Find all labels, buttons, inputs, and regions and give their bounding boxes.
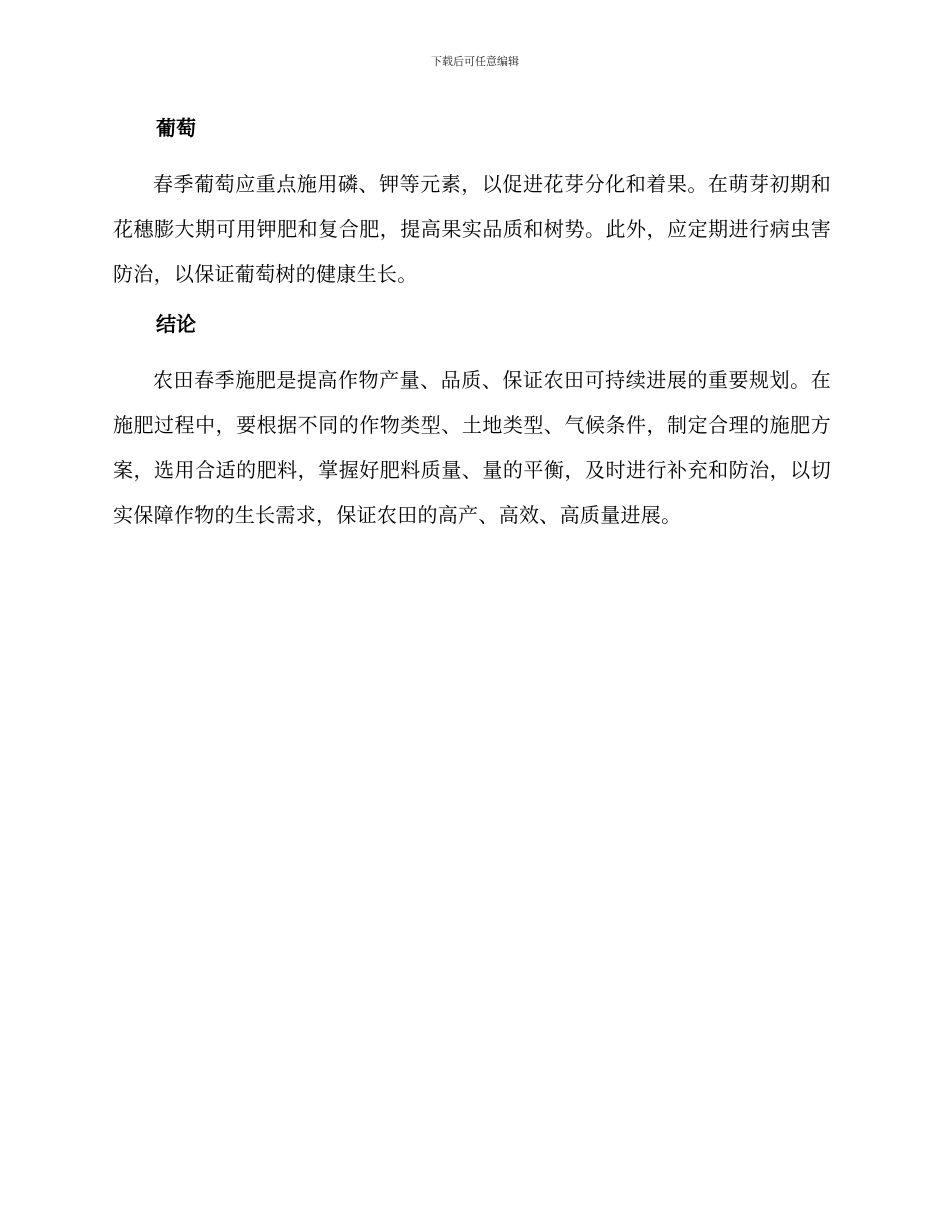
document-body (113, 112, 831, 538)
section-paragraph: 农田春季施肥是提高作物产量、品质、保证农田可持续进展的重要规划。在施肥过程中，要根据不同的作物类型、土地类型、气候条件，制定合理的施肥方案，选用合适的肥料，掌握好肥料质量、量的平衡，及时进行补充和防治，以切实保障作物的生长需求，保证农田的高产、高效、高质量进展。 (113, 368, 831, 527)
section-heading: 结论 (156, 312, 196, 336)
page-header: 下载后可任意编辑 (431, 55, 519, 68)
section-paragraph: 春季葡萄应重点施用磷、钾等元素，以促进花芽分化和着果。在萌芽初期和花穗膨大期可用钾肥和复合肥，提高果实品质和树势。此外，应定期进行病虫害防治，以保证葡萄树的健康生长。 (113, 172, 831, 286)
section-heading: 葡萄 (156, 116, 196, 140)
section-conclusion (113, 308, 831, 538)
section-grape (113, 112, 831, 297)
